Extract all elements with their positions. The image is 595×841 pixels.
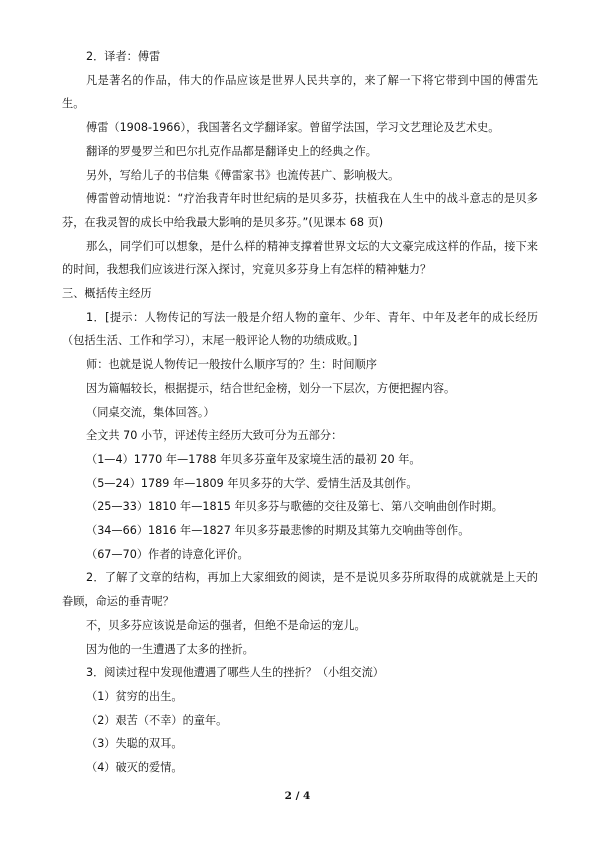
paragraph-fu-lei-bio: 傅雷（1908-1966），我国著名文学翻译家。曾留学法国，学习文艺理论及艺术史。 [86, 121, 500, 135]
section-heading-summary: 三、概括传主经历 [62, 287, 152, 301]
document-body [62, 45, 538, 780]
list-item-part-2: （5—24）1789 年—1809 年贝多芬的大学、爱情生活及其创作。 [86, 476, 418, 490]
paragraph-answer-strong: 不，贝多芬应该说是命运的强者，但绝不是命运的宠儿。 [86, 618, 366, 632]
list-item-part-5: （67—70）作者的诗意化评价。 [86, 547, 249, 561]
list-item-part-3: （25—33）1810 年—1815 年贝多芬与歌德的交往及第七、第八交响曲创作时期。 [86, 500, 503, 514]
paragraph-setbacks: 因为他的一生遭遇了太多的挫折。 [86, 642, 254, 656]
list-item-setback-3: （3）失聪的双耳。 [86, 737, 183, 751]
paragraph-biography-hint: 1．[提示：人物传记的写法一般是介绍人物的童年、少年、青年、中年及老年的成长经历（包括生活、工作和学习），末尾一般评论人物的功绩成败。] [62, 310, 538, 348]
paragraph-division-instruction: 因为篇幅较长，根据提示，结合世纪金榜，划分一下层次，方便把握内容。 [86, 381, 456, 395]
paragraph-translations: 翻译的罗曼罗兰和巴尔扎克作品都是翻译史上的经典之作。 [86, 144, 377, 158]
paragraph-question-2: 2．了解了文章的结构，再加上大家细致的阅读，是不是说贝多芬所取得的成就就是上天的眷顾，命运的垂青呢？ [62, 571, 538, 609]
paragraph-structure-overview: 全文共 70 小节，评述传主经历大致可分为五部分： [86, 429, 343, 443]
paragraph-peer-exchange: （同桌交流，集体回答。） [86, 405, 215, 419]
paragraph-transition: 那么，同学们可以想象，是什么样的精神支撑着世界文坛的大文豪完成这样的作品，接下来的时间，我想我们应该进行深入探讨，究竟贝多芬身上有怎样的精神魅力？ [62, 239, 538, 277]
paragraph-family-letters: 另外，写给儿子的书信集《傅雷家书》也流传甚广、影响极大。 [86, 168, 400, 182]
paragraph-question-3: 3．阅读过程中发现他遭遇了哪些人生的挫折？（小组交流） [86, 666, 384, 680]
paragraph-teacher-question: 师：也就是说人物传记一般按什么顺序写的？生：时间顺序 [86, 358, 377, 372]
paragraph-intro-fu-lei: 凡是著名的作品，伟大的作品应该是世界人民共享的，来了解一下将它带到中国的傅雷先生。 [62, 73, 538, 111]
list-item-setback-1: （1）贫穷的出生。 [86, 689, 183, 703]
list-item-part-4: （34—66）1816 年—1827 年贝多芬最悲惨的时期及其第九交响曲等创作。 [86, 524, 470, 538]
paragraph-fu-lei-quote: 傅雷曾动情地说：“疗治我青年时世纪病的是贝多芬，扶植我在人生中的战斗意志的是贝多芬，在我灵智的成长中给我最大影响的是贝多芬。”(见课本 68 页) [62, 192, 538, 229]
list-item-part-1: （1—4）1770 年—1788 年贝多芬童年及家境生活的最初 20 年。 [86, 452, 421, 466]
list-item-setback-4: （4）破灭的爱情。 [86, 761, 183, 775]
list-item-setback-2: （2）艰苦（不幸）的童年。 [86, 713, 228, 727]
paragraph-translator-heading: 2．译者：傅雷 [86, 50, 161, 63]
page-number: 2 / 4 [284, 790, 311, 802]
